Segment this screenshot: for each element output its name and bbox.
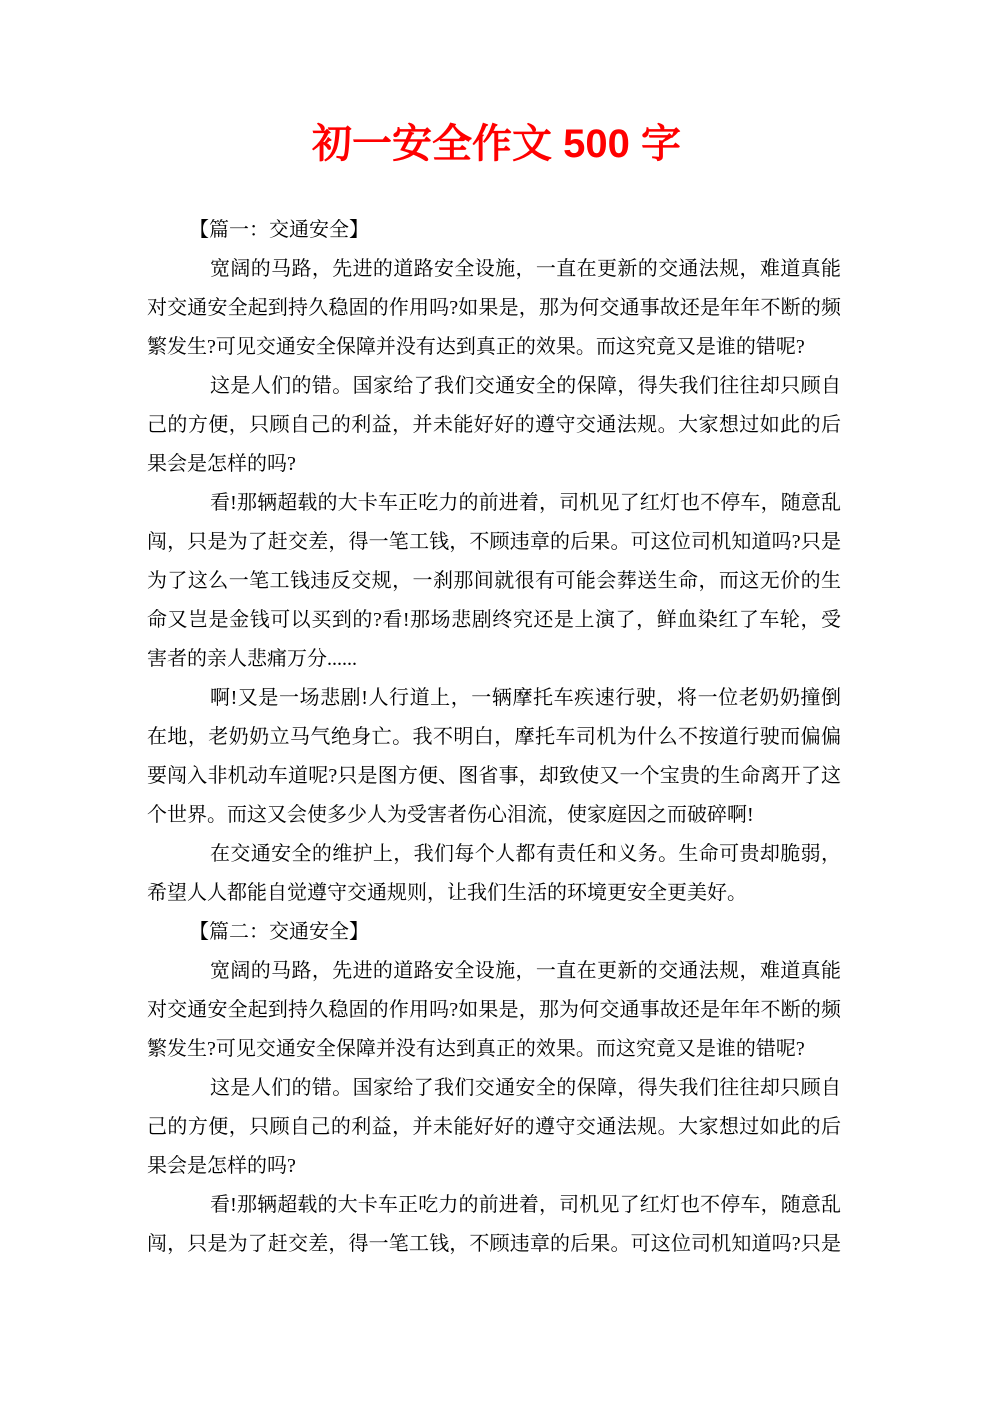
text-line: 要闯入非机动车道呢?只是图方便、图省事，却致使又一个宝贵的生命离开了这 — [147, 765, 841, 787]
text-line: 在交通安全的维护上，我们每个人都有责任和义务。生命可贵却脆弱， — [210, 843, 841, 865]
text-line: 这是人们的错。国家给了我们交通安全的保障，得失我们往往却只顾自 — [210, 375, 841, 397]
text-line: 命又岂是金钱可以买到的?看!那场悲剧终究还是上演了，鲜血染红了车轮，受 — [147, 609, 841, 631]
text-line: 啊!又是一场悲剧!人行道上，一辆摩托车疾速行驶，将一位老奶奶撞倒 — [210, 687, 841, 709]
text-line: 害者的亲人悲痛万分...... — [147, 648, 357, 670]
text-line: 对交通安全起到持久稳固的作用吗?如果是，那为何交通事故还是年年不断的频 — [147, 999, 841, 1021]
text-line: 希望人人都能自觉遵守交通规则，让我们生活的环境更安全更美好。 — [147, 882, 747, 904]
text-line: 个世界。而这又会使多少人为受害者伤心泪流，使家庭因之而破碎啊! — [147, 804, 754, 826]
text-line: 宽阔的马路，先进的道路安全设施，一直在更新的交通法规，难道真能 — [210, 960, 841, 982]
essay-body — [147, 211, 841, 1264]
text-line: 看!那辆超载的大卡车正吃力的前进着，司机见了红灯也不停车，随意乱 — [210, 492, 841, 514]
text-line: 己的方便，只顾自己的利益，并未能好好的遵守交通法规。大家想过如此的后 — [147, 414, 841, 436]
text-line: 繁发生?可见交通安全保障并没有达到真正的效果。而这究竟又是谁的错呢? — [147, 336, 805, 358]
text-line: 己的方便，只顾自己的利益，并未能好好的遵守交通法规。大家想过如此的后 — [147, 1116, 841, 1138]
text-line: 在地，老奶奶立马气绝身亡。我不明白，摩托车司机为什么不按道行驶而偏偏 — [147, 726, 841, 748]
section-heading: 【篇一：交通安全】 — [189, 219, 369, 241]
text-line: 闯，只是为了赶交差，得一笔工钱，不顾违章的后果。可这位司机知道吗?只是 — [147, 531, 841, 553]
text-line: 闯，只是为了赶交差，得一笔工钱，不顾违章的后果。可这位司机知道吗?只是 — [147, 1233, 841, 1255]
text-line: 繁发生?可见交通安全保障并没有达到真正的效果。而这究竟又是谁的错呢? — [147, 1038, 805, 1060]
text-line: 这是人们的错。国家给了我们交通安全的保障，得失我们往往却只顾自 — [210, 1077, 841, 1099]
section-heading: 【篇二：交通安全】 — [189, 921, 369, 943]
text-line: 看!那辆超载的大卡车正吃力的前进着，司机见了红灯也不停车，随意乱 — [210, 1194, 841, 1216]
text-line: 宽阔的马路，先进的道路安全设施，一直在更新的交通法规，难道真能 — [210, 258, 841, 280]
text-line: 果会是怎样的吗? — [147, 453, 296, 475]
text-line: 为了这么一笔工钱违反交规，一刹那间就很有可能会葬送生命，而这无价的生 — [147, 570, 841, 592]
text-line: 果会是怎样的吗? — [147, 1155, 296, 1177]
document-title: 初一安全作文 500 字 — [312, 122, 681, 166]
text-line: 对交通安全起到持久稳固的作用吗?如果是，那为何交通事故还是年年不断的频 — [147, 297, 841, 319]
